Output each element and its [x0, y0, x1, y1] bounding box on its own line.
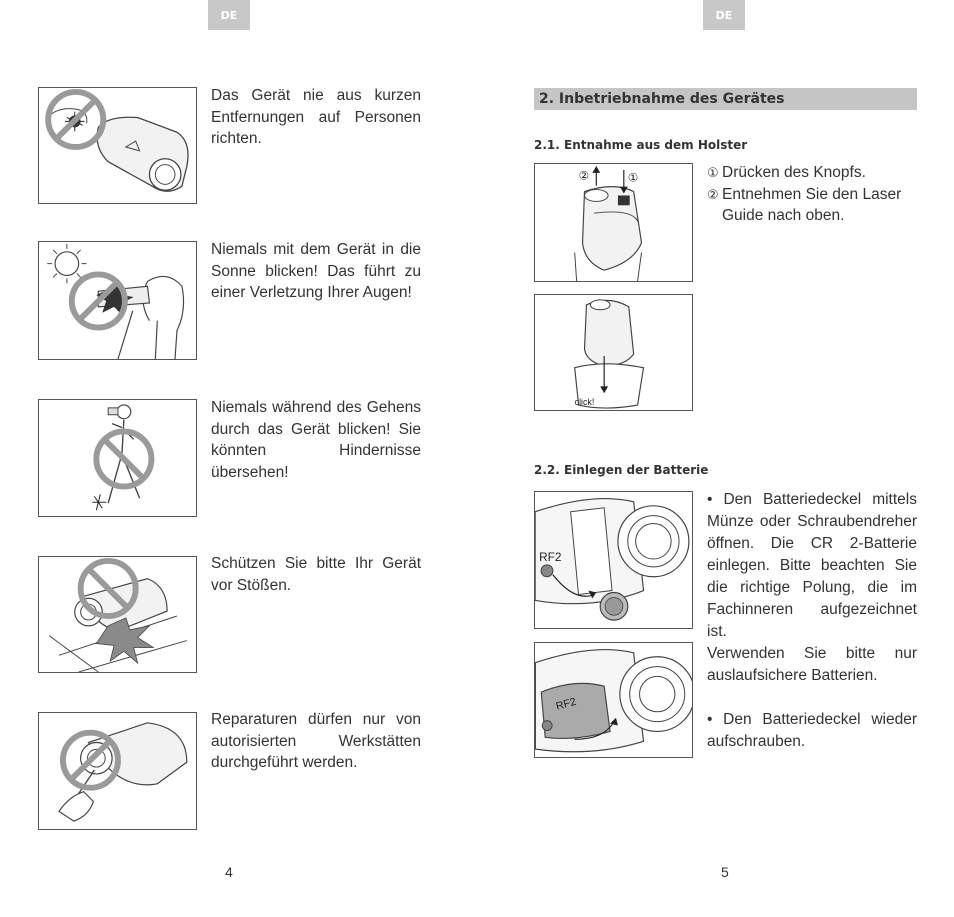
battery-figure-1: [534, 491, 693, 629]
no-impact-icon: [39, 557, 196, 672]
step-number: ②: [707, 186, 719, 202]
section-title: 2. Inbetriebnahme des Gerätes: [534, 88, 917, 110]
battery-figure-2: [534, 642, 693, 758]
warning-text-sun: Niemals mit dem Gerät in die Sonne blicken! Das führt zu einer Verletzung Ihrer Augen!: [211, 241, 421, 301]
page-number-left: 4: [225, 864, 233, 880]
warning-text-repair: Reparaturen dürfen nur von autorisierten Werkstätten durchgeführt werden.: [211, 711, 421, 771]
page-number-right: 5: [721, 864, 729, 880]
step-text: Drücken des Knopfs.: [722, 164, 866, 181]
holster-steps: [707, 162, 922, 227]
no-walking-viewing-icon: [39, 400, 196, 516]
holster-figure-1: [534, 163, 693, 282]
no-self-repair-icon: [39, 713, 196, 829]
step-number: ①: [707, 165, 719, 180]
warning-text-laser: Das Gerät nie aus kurzen Entfernungen auf Personen richten.: [211, 87, 421, 147]
holster-step: [707, 162, 922, 184]
holster-subheading: 2.1. Entnahme aus dem Holster: [534, 138, 748, 152]
warning-figure-repair: [38, 712, 197, 830]
figure-label-click: click!: [574, 397, 595, 408]
warning-figure-walking: [38, 399, 197, 517]
battery-paragraph: • Den Batteriedeckel wieder aufschrauben.: [707, 711, 917, 750]
no-sun-viewing-icon: [39, 242, 196, 359]
battery-paragraph: • Den Batteriedeckel mittels Münze oder Schraubendreher öffnen. Die CR 2-Batterie einlegen. Bitte beachten Sie die richtige Polung, die im Fachinneren aufgezeichnet ist.: [707, 491, 917, 640]
warning-figure-laser: [38, 87, 197, 204]
figure-label-rf2: RF2: [554, 695, 578, 713]
battery-paragraph: Verwenden Sie bitte nur auslaufsichere Batterien.: [707, 645, 917, 684]
warning-figure-impact: [38, 556, 197, 673]
language-tab-left: DE: [208, 0, 250, 30]
battery-instructions: [707, 489, 917, 753]
warning-figure-sun: [38, 241, 197, 360]
warning-text-walking: Niemals während des Gehens durch das Gerät blicken! Sie könnten Hindernisse übersehen!: [211, 399, 421, 481]
figure-label-rf2: RF2: [539, 549, 562, 564]
no-laser-at-people-icon: [39, 88, 196, 203]
language-tab-right: DE: [703, 0, 745, 30]
figure-label-two: ②: [578, 168, 590, 183]
step-text: Entnehmen Sie den Laser Guide nach oben.: [722, 185, 902, 224]
warning-text-impact: Schützen Sie bitte Ihr Gerät vor Stößen.: [211, 555, 421, 594]
battery-subheading: 2.2. Einlegen der Batterie: [534, 463, 709, 477]
holster-step: [707, 184, 922, 227]
holster-figure-2: [534, 294, 693, 411]
figure-label-one: ①: [627, 170, 639, 185]
